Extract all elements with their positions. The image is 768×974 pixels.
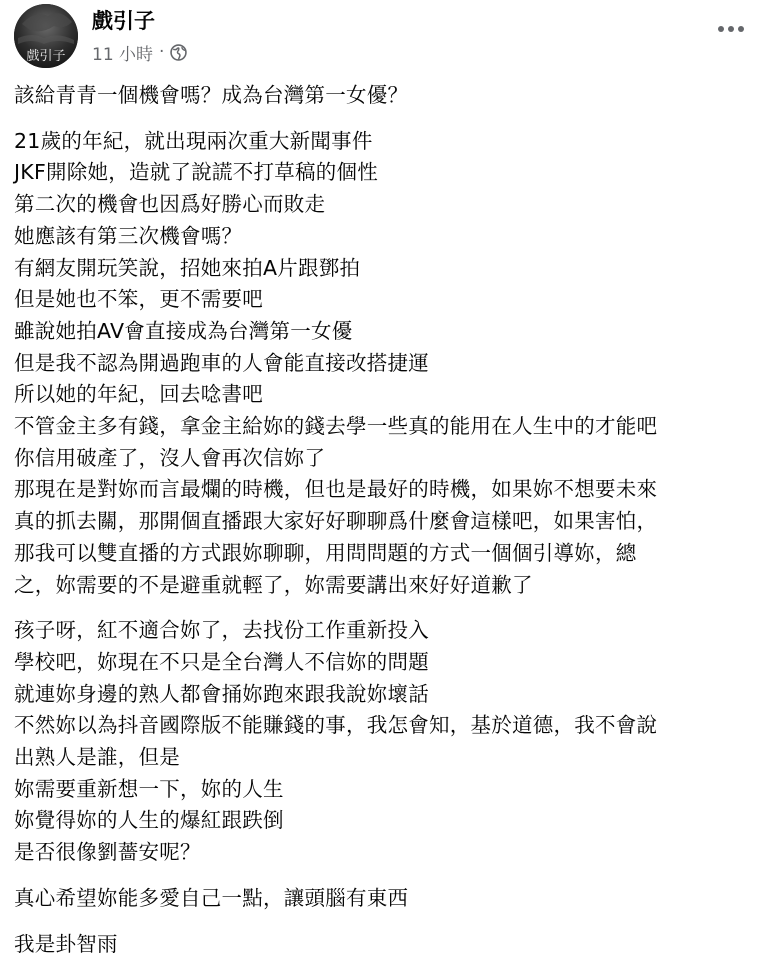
- post-text-line: 真心希望妳能多愛自己一點，讓頭腦有東西: [14, 885, 409, 910]
- post-text-line: 我是卦智雨: [14, 931, 118, 956]
- post-text-line: 她應該有第三次機會嗎？: [14, 223, 243, 248]
- post-text-line: 雖說她拍AV會直接成為台灣第一女優: [14, 318, 353, 343]
- post-paragraph: [14, 126, 760, 602]
- post-text-line: 妳覺得妳的人生的爆紅跟跌倒: [14, 808, 284, 833]
- avatar[interactable]: [14, 4, 78, 68]
- post-text-line: 孩子呀，紅不適合妳了，去找份工作重新投入: [14, 618, 429, 643]
- post-paragraph: [14, 929, 760, 961]
- post-text-line: 真的抓去關，那開個直播跟大家好好聊聊爲什麼會這樣吧，如果害怕，: [14, 509, 658, 534]
- post-text-line: 之，妳需要的不是避重就輕了，妳需要講出來好好道歉了: [14, 572, 533, 597]
- author-name[interactable]: 戲引子: [92, 9, 155, 33]
- post-text-line: 該給青青一個機會嗎？成為台灣第一女優？: [14, 83, 409, 107]
- post-timestamp[interactable]: 11 小時: [92, 44, 154, 65]
- post-text-line: 那我可以雙直播的方式跟妳聊聊，用問問題的方式一個個引導妳，總: [14, 540, 637, 565]
- more-options-icon[interactable]: [714, 18, 748, 40]
- post-body: [14, 80, 760, 974]
- post-text-line: 但是我不認為開過跑車的人會能直接改搭捷運: [14, 350, 429, 375]
- post-text-line: 學校吧，妳現在不只是全台灣人不信妳的問題: [14, 649, 429, 674]
- post-text-line: 第二次的機會也因爲好勝心而敗走: [14, 192, 326, 217]
- post-text-line: 所以她的年紀，回去唸書吧: [14, 382, 263, 407]
- post-text-line: 但是她也不笨，更不需要吧: [14, 287, 263, 312]
- globe-icon[interactable]: [170, 44, 187, 61]
- post-text-line: 是否很像劉薔安￼￼呢？: [14, 840, 201, 865]
- post-paragraph: [14, 80, 760, 112]
- post-text-line: 你信用破產了，沒人會再次信妳了: [14, 445, 326, 470]
- post-meta: [92, 40, 187, 64]
- meta-separator: ·: [159, 42, 165, 62]
- post-text-line: 妳需要重新想一下，妳的人生: [14, 776, 284, 801]
- post-paragraph: [14, 615, 760, 869]
- post-text-line: JKF開除她，造就了說謊不打草稿的個性: [14, 160, 379, 185]
- post-text-line: 有網友開玩笑說，招她來拍A片跟鄧拍: [14, 255, 361, 280]
- post-text-line: 那現在是對妳而言最爛的時機，但也是最好的時機，如果妳不想要未來: [14, 477, 658, 502]
- post-paragraph: [14, 883, 760, 915]
- avatar-logo-text: 戲引子: [26, 49, 66, 64]
- post-header: [14, 4, 754, 68]
- post-text-line: 不然妳以為抖音國際版不能賺錢的事，我怎會知，基於道德，我不會說: [14, 713, 658, 738]
- post-text-line: 出熟人是誰，但是: [14, 745, 180, 770]
- post-text-line: 就連妳身邊的熟人都會捅妳跑來跟我說妳壞話: [14, 681, 429, 706]
- post-text-line: 21歲的年紀，就出現兩次重大新聞事件: [14, 128, 373, 153]
- post-text-line: 不管金主多有錢，拿金主給妳的錢去學一些真的能用在人生中的才能吧: [14, 414, 658, 439]
